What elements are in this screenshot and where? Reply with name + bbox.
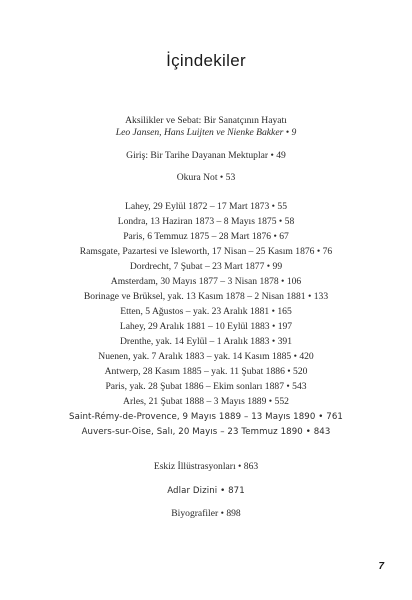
toc-entry: Aksilikler ve Sebat: Bir Sanatçının Hayatı [125,115,287,126]
toc-entry: Auvers-sur-Oise, Salı, 20 Mayıs – 23 Temmuz 1890 • 843 [81,427,331,437]
toc-entry: Saint-Rémy-de-Provence, 9 Mayıs 1889 – 13 Mayıs 1890 • 761 [69,412,343,422]
toc-entry: Lahey, 29 Eylül 1872 – 17 Mart 1873 • 55 [124,201,288,212]
toc-entry: Borinage ve Brüksel, yak. 13 Kasım 1878 – 2 Nisan 1881 • 133 [83,291,329,302]
page-number: 7 [378,561,384,572]
toc-entry: Dordrecht, 7 Şubat – 23 Mart 1877 • 99 [129,261,283,272]
toc-entry: Eskiz İllüstrasyonları • 863 [153,461,259,472]
toc-entry: Adlar Dizini • 871 [167,486,245,496]
toc-entry: Paris, 6 Temmuz 1875 – 28 Mart 1876 • 67 [123,231,289,242]
toc-entry: Antwerp, 28 Kasım 1885 – yak. 11 Şubat 1886 • 520 [104,366,308,377]
toc-entry: Drenthe, yak. 14 Eylül – 1 Aralık 1883 • 391 [119,336,293,347]
toc-entry: Londra, 13 Haziran 1873 – 8 Mayıs 1875 • 58 [117,216,295,227]
toc-entry: Paris, yak. 28 Şubat 1886 – Ekim sonları 1887 • 543 [105,381,307,392]
toc-entry: Nuenen, yak. 7 Aralık 1883 – yak. 14 Kasım 1885 • 420 [98,351,314,362]
toc-entry: Etten, 5 Ağustos – yak. 23 Aralık 1881 • 165 [120,306,292,317]
toc-entry-authors: Leo Jansen, Hans Luijten ve Nienke Bakker • 9 [115,127,297,138]
toc-entry: Ramsgate, Pazartesi ve Isleworth, 17 Nisan – 25 Kasım 1876 • 76 [79,246,333,257]
toc-entry: Arles, 21 Şubat 1888 – 3 Mayıs 1889 • 552 [123,396,289,407]
toc-entry: Giriş: Bir Tarihe Dayanan Mektuplar • 49 [126,150,286,161]
toc-entry: Amsterdam, 30 Mayıs 1877 – 3 Nisan 1878 • 106 [110,276,302,287]
toc-entry: Lahey, 29 Aralık 1881 – 10 Eylül 1883 • 197 [119,321,293,332]
page-title: İçindekiler [166,51,246,70]
toc-entry: Okura Not • 53 [176,172,236,183]
toc-entry: Biyografiler • 898 [171,508,241,519]
